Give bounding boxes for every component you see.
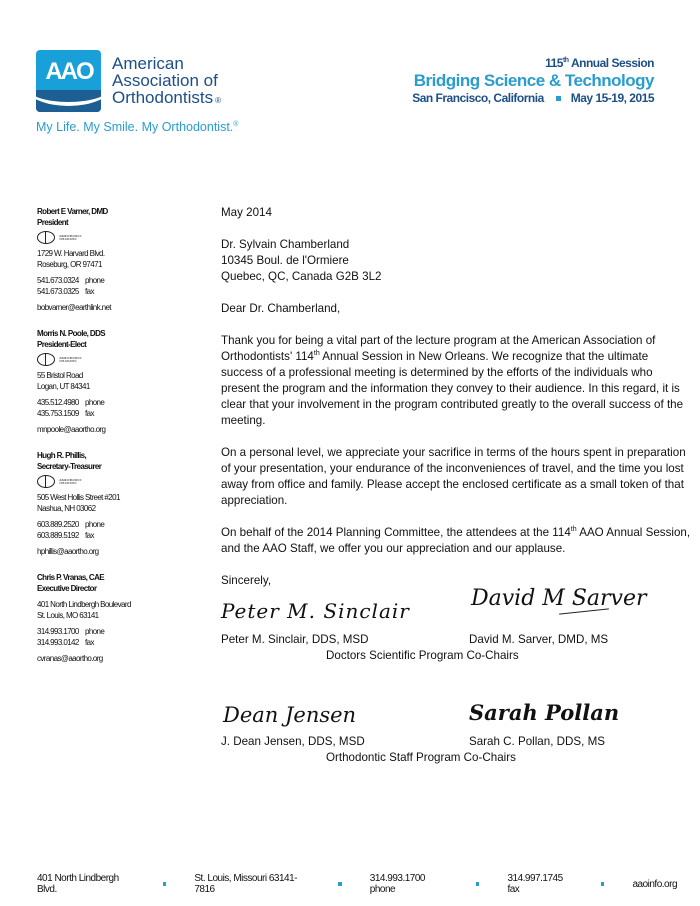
officer-executive-director	[37, 572, 197, 664]
officer-address	[37, 370, 197, 392]
signature-jensen: Dean Jensen	[223, 703, 357, 727]
org-name-line-3-text: Orthodontists	[112, 88, 214, 107]
address-line: 1729 W. Harvard Blvd.	[37, 249, 105, 258]
board-seal	[37, 475, 197, 488]
board-seal-text: AMERICAN BOARD OF ORTHODONTICS	[59, 233, 82, 241]
board-seal	[37, 353, 197, 366]
address-line: 55 Bristol Road	[37, 371, 83, 380]
officer-contact	[37, 397, 197, 419]
session-location: San Francisco, California	[412, 91, 544, 105]
closing: Sincerely,	[221, 574, 272, 587]
fax-number: 435.753.1509	[37, 409, 79, 418]
signature-sinclair: Peter M. Sinclair	[221, 599, 410, 623]
officer-secretary-treasurer	[37, 450, 197, 557]
tagline-text: My Life. My Smile. My Orthodontist.	[36, 120, 234, 134]
address-line: St. Louis, MO 63141	[37, 611, 99, 620]
officer-name: Robert E Varner, DMD	[37, 207, 108, 216]
officer-email[interactable]: cvranas@aaortho.org	[37, 654, 103, 663]
footer-contact-bar	[37, 873, 677, 895]
paragraph-1-text-a: Thank you for being a vital part of the lecture program at the American Association of Orthodontists' 114	[221, 334, 656, 363]
fax-label: fax	[85, 531, 94, 540]
session-number-suffix: th	[562, 57, 569, 64]
org-name	[112, 55, 221, 109]
address-line: Nashua, NH 03062	[37, 504, 96, 513]
board-seal-icon	[37, 231, 55, 244]
org-name-line-3	[112, 89, 221, 109]
fax-number: 603.889.5192	[37, 531, 79, 540]
address-line: Logan, UT 84341	[37, 382, 90, 391]
signer-name-jensen: J. Dean Jensen, DDS, MSD	[221, 735, 365, 748]
board-seal-text: AMERICAN BOARD OF ORTHODONTICS	[59, 355, 82, 363]
footer-address: 401 North Lindbergh Blvd.	[37, 873, 119, 895]
officer-name: Morris N. Poole, DDS	[37, 329, 106, 338]
session-number: 115	[545, 56, 563, 70]
phone-number: 541.673.0324	[37, 276, 79, 285]
signer-name-sinclair: Peter M. Sinclair, DDS, MSD	[221, 633, 369, 646]
org-name-line-2: Association of	[112, 71, 218, 90]
recipient-name: Dr. Sylvain Chamberland	[221, 238, 350, 251]
officer-contact	[37, 275, 197, 297]
fax-number: 541.673.0325	[37, 287, 79, 296]
separator-square-icon	[601, 882, 605, 886]
officers-sidebar	[37, 206, 197, 679]
paragraph-3-text-b: AAO Annual Session, and the AAO Staff, we offer you our appreciation and our applause.	[221, 526, 691, 555]
recipient-address	[221, 237, 691, 285]
fax-label: fax	[85, 409, 94, 418]
signer-name-sarver: David M. Sarver, DMD, MS	[469, 633, 609, 646]
phone-number: 314.993.1700	[37, 627, 79, 636]
officer-title: Secretary-Treasurer	[37, 462, 102, 471]
logo-letters: AAO	[45, 58, 93, 85]
fax-label: fax	[85, 287, 94, 296]
letter-date: May 2014	[221, 206, 272, 219]
officer-name: Hugh R. Phillis,	[37, 451, 87, 460]
footer-phone: 314.993.1700 phone	[369, 873, 425, 895]
officer-title: President	[37, 218, 69, 227]
footer-city: St. Louis, Missouri 63141-7816	[194, 873, 297, 895]
paragraph-3-text-a: On behalf of the 2014 Planning Committee, the attendees at the 114	[221, 526, 571, 539]
address-line: Roseburg, OR 97471	[37, 260, 102, 269]
recipient-street: 10345 Boul. de l'Ormiere	[221, 254, 349, 267]
letter-body	[221, 205, 691, 794]
officer-president-elect	[37, 328, 197, 435]
phone-label: phone	[85, 276, 105, 285]
officer-title: President-Elect	[37, 340, 87, 349]
officer-name: Chris P. Vranas, CAE	[37, 573, 105, 582]
registered-mark: ®	[215, 96, 222, 105]
signature-sarver: David M Sarver	[471, 586, 647, 611]
phone-number: 435.512.4980	[37, 398, 79, 407]
co-chairs-caption-staff: Orthodontic Staff Program Co-Chairs	[326, 751, 516, 764]
separator-square-icon	[556, 96, 561, 101]
board-seal-text: AMERICAN BOARD OF ORTHODONTICS	[59, 477, 82, 485]
officer-president	[37, 206, 197, 313]
tagline	[36, 120, 238, 134]
footer-fax: 314.997.1745 fax	[507, 873, 563, 895]
footer-website-link[interactable]: aaoinfo.org	[632, 878, 678, 890]
fax-number: 314.993.0142	[37, 638, 79, 647]
officer-address	[37, 248, 197, 270]
officer-address	[37, 492, 197, 514]
paragraph-1-text-b: Annual Session in New Orleans. We recognize that the ultimate success of a professional meeting is determined by the efforts of the individuals who present the program and the information they convey to their audience. In this regard, it is clear that your involvement in the program contributed greatly to the overall success of the meeting.	[221, 350, 684, 427]
address-line: 505 West Hollis Street #201	[37, 493, 120, 502]
signature-pollan: Sarah Pollan	[469, 700, 620, 725]
session-dates: May 15-19, 2015	[570, 91, 654, 105]
phone-label: phone	[85, 627, 105, 636]
salutation: Dear Dr. Chamberland,	[221, 302, 341, 315]
phone-label: phone	[85, 520, 105, 529]
signature-block	[221, 586, 691, 794]
signer-name-pollan: Sarah C. Pollan, DDS, MS	[469, 735, 605, 748]
session-theme: Bridging Science & Technology	[413, 71, 654, 90]
aao-logo-icon	[36, 50, 101, 112]
officer-title: Executive Director	[37, 584, 97, 593]
fax-label: fax	[85, 638, 94, 647]
officer-address	[37, 599, 197, 621]
officer-email[interactable]: bobvarner@earthlink.net	[37, 303, 111, 312]
paragraph-3	[221, 525, 691, 557]
board-seal	[37, 231, 197, 244]
ordinal-suffix: th	[313, 350, 320, 358]
separator-square-icon	[163, 882, 167, 886]
ordinal-suffix: th	[570, 526, 577, 534]
org-name-line-1: American	[112, 54, 184, 73]
separator-square-icon	[338, 882, 342, 886]
separator-square-icon	[476, 882, 480, 886]
session-location-dates	[412, 91, 654, 105]
address-line: 401 North Lindbergh Boulevard	[37, 600, 131, 609]
paragraph-2: On a personal level, we appreciate your sacrifice in terms of the hours spent in preparation of your presentation, your endurance of the inconveniences of travel, and the time you lost away from office and family. Please accept the enclosed certificate as a small token of that appreciation.	[221, 446, 686, 507]
co-chairs-caption-scientific: Doctors Scientific Program Co-Chairs	[326, 649, 519, 662]
phone-number: 603.889.2520	[37, 520, 79, 529]
officer-contact	[37, 626, 197, 648]
tagline-registered-mark: ®	[233, 120, 239, 128]
paragraph-1	[221, 333, 691, 429]
phone-label: phone	[85, 398, 105, 407]
session-banner	[412, 56, 654, 105]
board-seal-icon	[37, 475, 55, 488]
officer-email[interactable]: mnpoole@aaortho.org	[37, 425, 106, 434]
session-label: Annual Session	[570, 56, 654, 70]
session-ordinal	[412, 56, 654, 70]
recipient-city: Quebec, QC, Canada G2B 3L2	[221, 270, 382, 283]
officer-contact	[37, 519, 197, 541]
officer-email[interactable]: hphillis@aaortho.org	[37, 547, 99, 556]
board-seal-icon	[37, 353, 55, 366]
